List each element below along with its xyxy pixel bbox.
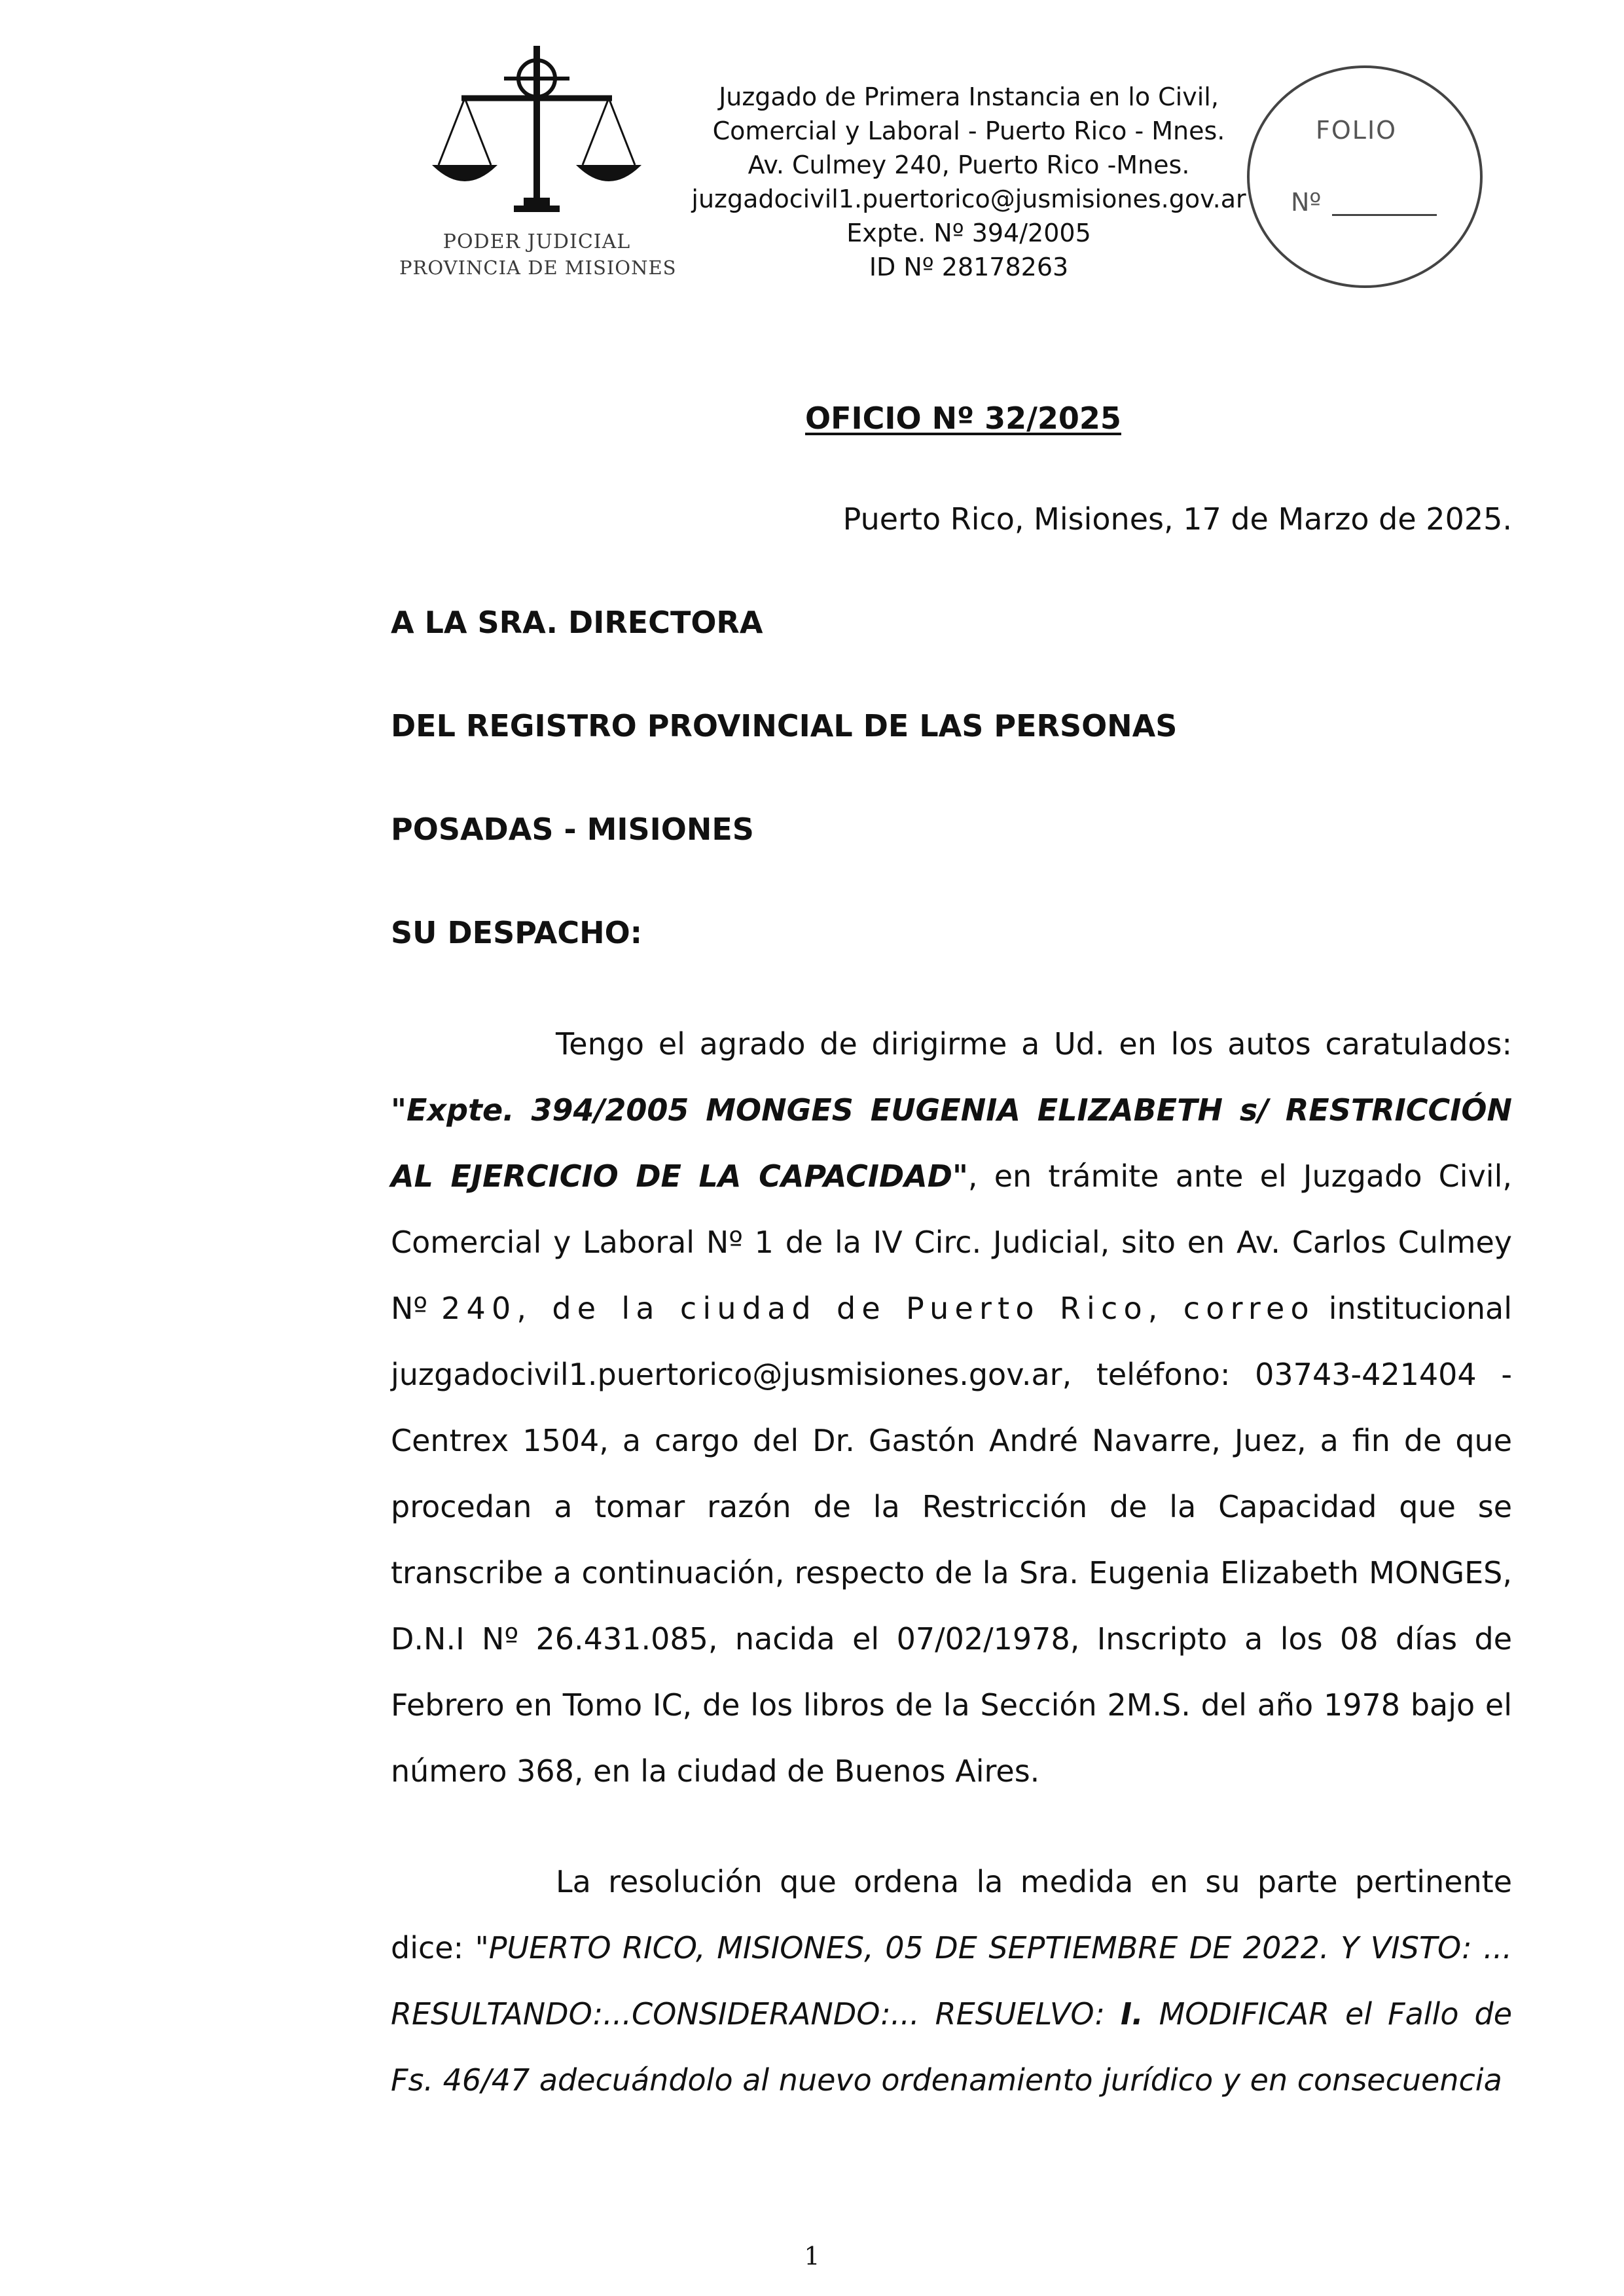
addressee-line: DEL REGISTRO PROVINCIAL DE LAS PERSONAS (391, 708, 1178, 744)
paragraph-text-spread: 240, de la ciudad de Puerto Rico, correo (441, 1291, 1315, 1326)
court-address-block (668, 80, 1270, 284)
court-line: Comercial y Laboral - Puerto Rico - Mnes. (712, 117, 1225, 145)
resolution-text: PUERTO RICO, MISIONES, 05 DE SEPTIEMBRE DE 2022. Y VISTO: ... RESULTANDO:...CONSIDERANDO:... RESUELVO: (391, 1930, 1512, 2032)
addressee-line: SU DESPACHO: (391, 915, 643, 950)
court-line: Av. Culmey 240, Puerto Rico -Mnes. (748, 151, 1190, 179)
addressee-line: POSADAS - MISIONES (391, 812, 754, 847)
court-line: Juzgado de Primera Instancia en lo Civil, (719, 82, 1219, 111)
logo-text-poder-judicial: PODER JUDICIAL (442, 230, 631, 253)
court-email: juzgadocivil1.puertorico@jusmisiones.gov.ar (691, 185, 1246, 213)
resolution-item-number: I. (1120, 1996, 1144, 2032)
paragraph-text: institucional juzgadocivil1.puertorico@jusmisiones.gov.ar, teléfono: 03743-421404 - Centrex 1504, a cargo del Dr. Gastón André Navarre, Juez, a fin de que procedan a tomar razón de la Restricción de la Capacidad que se transcribe a continuación, respecto de la Sra. Eugenia Elizabeth MONGES, D.N.I Nº 26.431.085, nacida el 07/02/1978, Inscripto a los 08 días de Febrero en Tomo IC, de los libros de la Sección 2M.S. del año 1978 bajo el número 368, en la ciudad de Buenos Aires. (391, 1291, 1512, 1789)
quote-mark: " (952, 1158, 968, 1194)
scales-of-justice-icon (425, 41, 648, 224)
date-line: Puerto Rico, Misiones, 17 de Marzo de 2025. (842, 501, 1512, 537)
case-number: Expte. Nº 394/2005 (846, 219, 1091, 247)
resolution-text: MODIFICAR el Fallo de Fs. 46/47 adecuándolo al nuevo ordenamiento jurídico y en consecuencia (391, 1996, 1512, 2098)
poder-judicial-logo (399, 41, 677, 289)
paragraph-text: , en trámite ante el Juzgado Civil, Comercial y Laboral Nº 1 de la IV Circ. Judicial, sito en Av. Carlos Culmey Nº (391, 1158, 1512, 1326)
quote-mark: " (475, 1930, 489, 1965)
body-paragraph-1 (391, 1011, 1512, 1804)
document-id: ID Nº 28178263 (869, 253, 1069, 281)
quote-mark: " (391, 1092, 406, 1128)
folio-number-label: Nº (1291, 188, 1322, 217)
case-title: Expte. 394/2005 MONGES EUGENIA ELIZABETH s/ RESTRICCIÓN AL EJERCICIO DE LA CAPACIDAD (391, 1092, 1512, 1194)
folio-label: FOLIO (1316, 116, 1398, 145)
page-number: 1 (804, 2242, 820, 2270)
paragraph-intro: La resolución que ordena la medida en su parte pertinente dice: (391, 1864, 1512, 1965)
folio-number-blank (1332, 214, 1437, 216)
document-title: OFICIO Nº 32/2025 (805, 401, 1121, 436)
folio-circle-icon (1244, 62, 1492, 291)
paragraph-intro: Tengo el agrado de dirigirme a Ud. en los autos caratulados: (556, 1026, 1512, 1062)
folio-stamp (1244, 62, 1492, 291)
logo-text-provincia: PROVINCIA DE MISIONES (399, 257, 677, 279)
addressee-line: A LA SRA. DIRECTORA (391, 605, 763, 640)
body-paragraph-2 (391, 1849, 1512, 2113)
